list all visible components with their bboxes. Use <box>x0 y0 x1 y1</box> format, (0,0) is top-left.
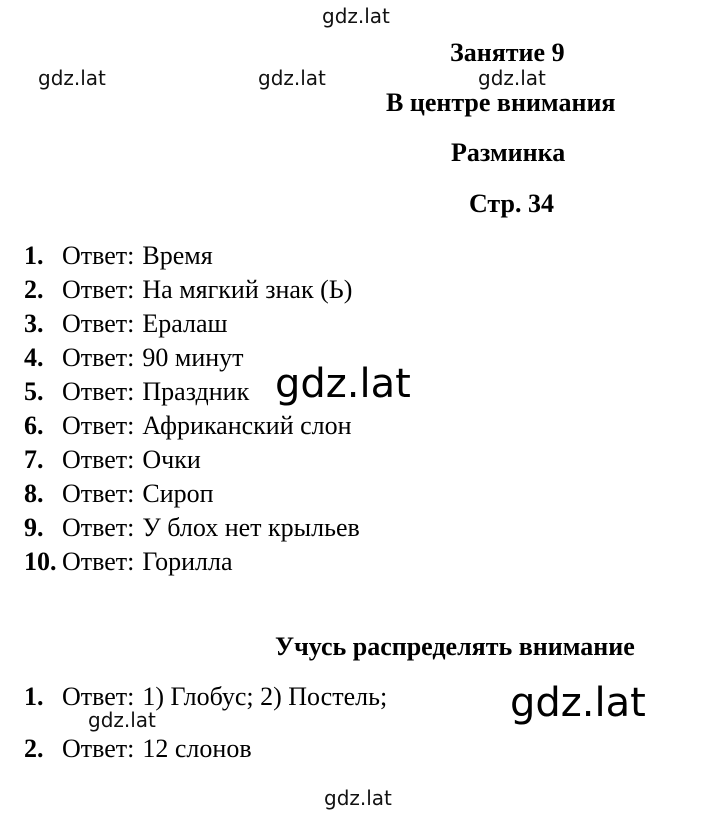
answer-text: Очки <box>142 445 201 474</box>
list-item <box>24 547 233 577</box>
watermark-left: gdz.lat <box>38 66 106 90</box>
list-item <box>24 309 228 339</box>
item-number: 7. <box>24 445 44 474</box>
item-number: 2. <box>24 275 44 304</box>
watermark-large-middle: gdz.lat <box>275 361 411 407</box>
answer-label: Ответ: <box>62 734 135 763</box>
list-item <box>24 275 352 305</box>
item-number: 3. <box>24 309 44 338</box>
answer-label: Ответ: <box>62 241 135 270</box>
watermark-right: gdz.lat <box>478 66 546 90</box>
list-item <box>24 445 201 475</box>
answer-text: 12 слонов <box>142 734 252 763</box>
item-number: 4. <box>24 343 44 372</box>
answer-text: Ералаш <box>142 309 228 338</box>
answer-label: Ответ: <box>62 479 135 508</box>
answer-label: Ответ: <box>62 377 135 406</box>
answer-text: Праздник <box>142 377 250 406</box>
list-item <box>24 513 360 543</box>
list-item <box>24 682 387 712</box>
answer-text: Сироп <box>142 479 214 508</box>
answer-text: Африканский слон <box>142 411 352 440</box>
lesson-subtitle: В центре внимания <box>386 88 616 117</box>
section-title-attention: Учусь распределять внимание <box>275 632 635 661</box>
watermark-large-bottom: gdz.lat <box>510 680 646 726</box>
watermark-top: gdz.lat <box>322 4 390 28</box>
answer-label: Ответ: <box>62 343 135 372</box>
answer-label: Ответ: <box>62 411 135 440</box>
list-item <box>24 411 352 441</box>
item-number: 1. <box>24 682 44 711</box>
list-item <box>24 377 249 407</box>
item-number: 6. <box>24 411 44 440</box>
answer-text: У блох нет крыльев <box>142 513 360 542</box>
answer-text: Время <box>142 241 213 270</box>
list-item <box>24 479 214 509</box>
list-item <box>24 343 244 373</box>
watermark-inline: gdz.lat <box>88 708 156 732</box>
item-number: 1. <box>24 241 44 270</box>
answer-label: Ответ: <box>62 682 135 711</box>
watermark-bottom: gdz.lat <box>324 786 392 810</box>
item-number: 10. <box>24 547 57 576</box>
watermark-center: gdz.lat <box>258 66 326 90</box>
answer-text: На мягкий знак (Ь) <box>142 275 353 304</box>
item-number: 8. <box>24 479 44 508</box>
item-number: 2. <box>24 734 44 763</box>
answer-label: Ответ: <box>62 547 135 576</box>
answer-text: 1) Глобус; 2) Постель; <box>142 682 388 711</box>
item-number: 9. <box>24 513 44 542</box>
section-title-warmup: Разминка <box>451 138 566 167</box>
answer-label: Ответ: <box>62 309 135 338</box>
answer-label: Ответ: <box>62 513 135 542</box>
page-number: Стр. 34 <box>469 189 554 218</box>
lesson-title: Занятие 9 <box>450 38 565 67</box>
answer-text: Горилла <box>142 547 233 576</box>
list-item <box>24 734 252 764</box>
answer-label: Ответ: <box>62 445 135 474</box>
answer-label: Ответ: <box>62 275 135 304</box>
list-item <box>24 241 213 271</box>
item-number: 5. <box>24 377 44 406</box>
answer-text: 90 минут <box>142 343 244 372</box>
